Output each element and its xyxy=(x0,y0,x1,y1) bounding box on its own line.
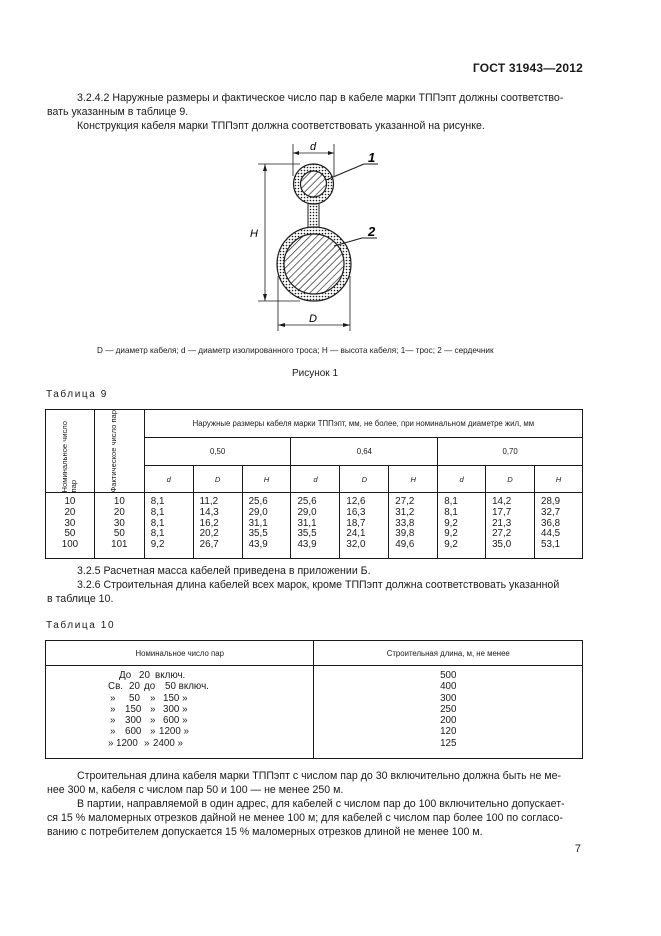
table9-sub-header: H xyxy=(389,465,438,493)
table10-caption: Таблица 10 xyxy=(46,620,116,631)
table9-value-cell: 25,6 29,0 31,1 35,5 43,9 xyxy=(291,493,340,559)
para-325: 3.2.5 Расчетная масса кабелей приведена в приложении Б. xyxy=(77,565,371,577)
table9-sub-header: D xyxy=(340,465,389,493)
figure-label-d: d xyxy=(310,141,317,153)
table9-value-cell: 28,9 32,7 36,8 44,5 53,1 xyxy=(535,493,583,559)
table10-range-row: » 150 » 300 » xyxy=(110,703,188,715)
table9-sub-header: H xyxy=(535,465,583,493)
para-batch-line1: В партии, направляемой в один адрес, для кабелей с числом пар до 100 включительно допускает- xyxy=(77,798,565,810)
figure-label-D: D xyxy=(309,313,317,325)
table9-value-cell: 25,6 29,0 31,1 35,5 43,9 xyxy=(242,493,291,559)
table10-range-row: » 50 » 150 » xyxy=(110,692,188,704)
para-326-line2: в таблице 10. xyxy=(47,593,114,605)
table10-ranges-cell xyxy=(46,666,314,759)
figure-caption: Рисунок 1 xyxy=(291,368,339,379)
table-9 xyxy=(45,409,583,559)
standard-number: ГОСТ 31943—2012 xyxy=(472,61,583,75)
table9-nominal-cell: 10 20 30 50 100 xyxy=(46,493,95,559)
table9-diameter: 0,64 xyxy=(291,437,438,465)
figure-label-2: 2 xyxy=(368,224,376,239)
table10-range-row: » 1200 » 2400 » xyxy=(108,737,183,749)
page-number: 7 xyxy=(574,843,581,855)
table9-col-actual: Фактическое число пар xyxy=(109,410,119,493)
table10-col-length: Строительная длина, м, не менее xyxy=(314,641,583,666)
para-batch-line2: ся 15 % маломерных отрезков дайной не менее 100 м; для кабелей с числом пар более 100 по согласо- xyxy=(47,812,563,824)
table10-range-row: » 300 » 600 » xyxy=(110,715,188,727)
table9-actual-cell: 10 20 30 50 101 xyxy=(94,493,144,559)
para-lengths-line1: Строительная длина кабеля марки ТППэпт с числом пар до 30 включительно должна быть не ме- xyxy=(77,770,562,782)
table9-value-cell: 8,1 8,1 9,2 9,2 9,2 xyxy=(438,493,486,559)
table9-value-cell: 27,2 31,2 33,8 39,8 49,6 xyxy=(389,493,438,559)
cable-cross-section-figure xyxy=(240,136,390,336)
para-326-line1: 3.2.6 Строительная длина кабелей всех марок, кроме ТППэпт должна соответствовать указанной xyxy=(77,579,560,591)
table9-sub-header: D xyxy=(486,465,535,493)
table9-value-cell: 12,6 16,3 18,7 24,1 32,0 xyxy=(340,493,389,559)
para-batch-line3: ванию с потребителем допускается 15 % маломерных отрезков длиной не менее 100 м. xyxy=(47,826,483,838)
table9-sub-header: d xyxy=(291,465,340,493)
table9-value-cell: 8,1 8,1 8,1 8,1 9,2 xyxy=(144,493,193,559)
para-3242-line1: 3.2.4.2 Наружные размеры и фактическое число пар в кабеле марки ТППэпт должны соответство- xyxy=(77,92,564,104)
table10-lengths-cell: 500 400 300 250 200 120 125 xyxy=(314,666,583,759)
table9-caption: Таблица 9 xyxy=(46,389,108,400)
table9-sub-header: d xyxy=(438,465,486,493)
table9-diameter: 0,70 xyxy=(438,437,583,465)
para-3242-line2: вать указанным в таблице 9. xyxy=(47,106,189,118)
para-3242-line3: Конструкция кабеля марки ТППэпт должна соответствовать указанной на рисунке. xyxy=(77,120,485,132)
table10-range-row: Св. 20 до 50 включ. xyxy=(108,681,209,693)
table9-sub-header: d xyxy=(144,465,193,493)
table9-value-cell: 14,2 17,7 21,3 27,2 35,0 xyxy=(486,493,535,559)
table9-col-nominal: Номинальное число пар xyxy=(59,421,78,493)
figure-label-1: 1 xyxy=(368,150,376,165)
table9-sub-header: D xyxy=(193,465,242,493)
table10-range-row: До 20 включ. xyxy=(119,670,186,681)
table10-range-row: » 600 » 1200 » xyxy=(110,726,189,738)
table9-sub-header: H xyxy=(242,465,291,493)
table9-group-header: Наружные размеры кабеля марки ТППэпт, мм, не более, при номинальном диаметре жил, мм xyxy=(144,410,582,438)
table9-diameter: 0,50 xyxy=(144,437,291,465)
table-10 xyxy=(45,640,583,759)
table9-value-cell: 11,2 14,3 16,2 20,2 26,7 xyxy=(193,493,242,559)
figure-legend: D — диаметр кабеля; d — диаметр изолированного троса; H — высота кабеля; 1— трос; 2 — сердечник xyxy=(97,346,494,355)
figure-label-H: H xyxy=(250,228,258,240)
table10-col-pairs: Номинальное число пар xyxy=(46,641,314,666)
para-lengths-line2: нее 300 м, кабеля с числом пар 50 и 100 — не менее 250 м. xyxy=(47,784,344,796)
